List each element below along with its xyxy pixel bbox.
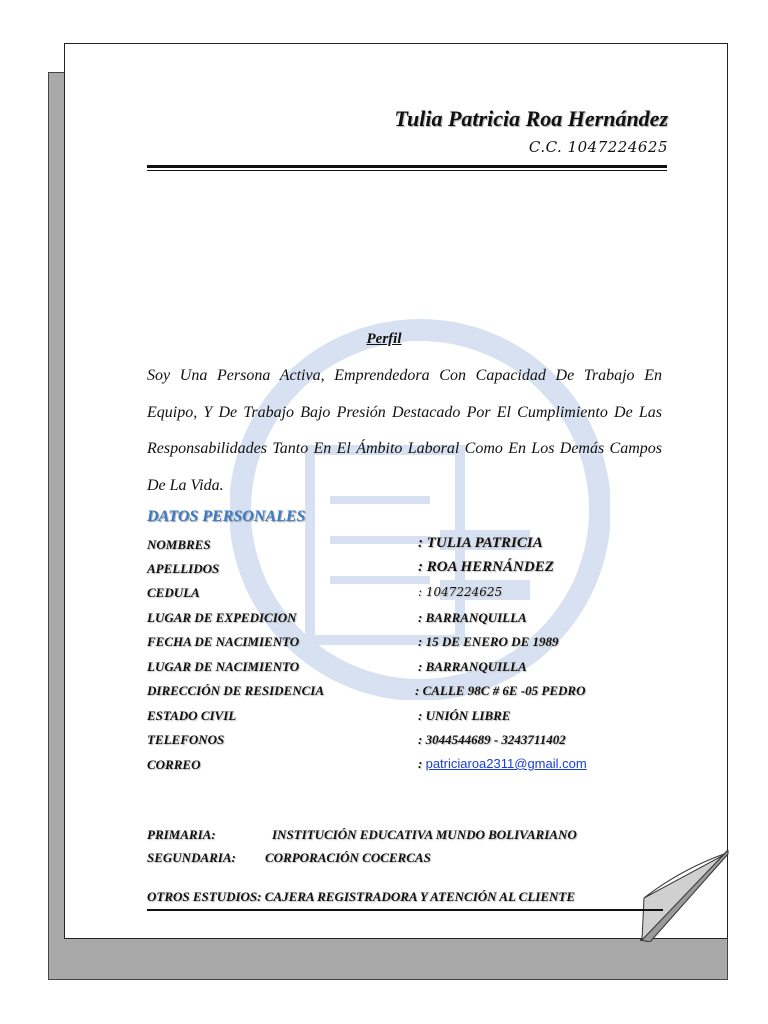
datos-value-estado-civil: : UNIÓN LIBRE xyxy=(418,708,511,723)
datos-label-lugar-nacimiento: LUGAR DE NACIMIENTO xyxy=(147,659,300,674)
header-rule-thick xyxy=(147,165,667,168)
datos-personales-title: DATOS PERSONALES xyxy=(147,508,306,525)
otros-estudios: OTROS ESTUDIOS: CAJERA REGISTRADORA Y ATENCIÓN AL CLIENTE xyxy=(147,889,576,904)
datos-value-apellidos: : ROA HERNÁNDEZ xyxy=(418,559,554,575)
datos-label-expedicion: LUGAR DE EXPEDICION xyxy=(147,610,297,625)
datos-label-correo: CORREO xyxy=(147,757,201,772)
datos-value-fecha-nacimiento: : 15 DE ENERO DE 1989 xyxy=(418,634,559,649)
datos-label-direccion: DIRECCIÓN DE RESIDENCIA xyxy=(147,683,325,698)
datos-label-apellidos: APELLIDOS xyxy=(147,561,220,576)
datos-value-nombres: : TULIA PATRICIA xyxy=(418,535,543,551)
otros-rule xyxy=(147,909,663,911)
email-link[interactable]: patriciaroa2311@gmail.com xyxy=(425,756,587,771)
secundaria-value: CORPORACIÓN COCERCAS xyxy=(265,850,431,865)
secundaria-label: SEGUNDARIA: xyxy=(147,850,236,865)
datos-label-estado-civil: ESTADO CIVIL xyxy=(147,708,237,723)
datos-value-expedicion: : BARRANQUILLA xyxy=(418,610,527,625)
primaria-value: INSTITUCIÓN EDUCATIVA MUNDO BOLIVARIANO xyxy=(272,827,577,842)
datos-value-direccion: : CALLE 98C # 6E -05 PEDRO xyxy=(415,683,586,698)
page-curl-icon xyxy=(640,850,730,942)
datos-label-nombres: NOMBRES xyxy=(147,537,211,552)
perfil-text: Soy Una Persona Activa, Emprendedora Con Capacidad De Trabajo En Equipo, Y De Trabajo Bajo Presión Destacado Por El Cumplimiento De Las Responsabilidades Tanto En El Ámbito Laboral Como En Los Demás Campos De La Vida. xyxy=(147,367,662,494)
datos-label-fecha-nacimiento: FECHA DE NACIMIENTO xyxy=(147,634,300,649)
datos-value-correo xyxy=(418,756,587,772)
datos-value-telefonos: : 3044544689 - 3243711402 xyxy=(418,732,566,747)
datos-value-cedula: : 1047224625 xyxy=(418,585,503,599)
correo-prefix: : xyxy=(418,756,423,771)
datos-label-telefonos: TELEFONOS xyxy=(147,732,225,747)
datos-label-cedula: CEDULA xyxy=(147,585,200,600)
header-rule-thin xyxy=(147,170,667,171)
candidate-name: Tulia Patricia Roa Hernández xyxy=(394,106,668,131)
perfil-title: Perfil xyxy=(366,331,402,347)
candidate-id: C.C. 1047224625 xyxy=(528,138,668,156)
primaria-label: PRIMARIA: xyxy=(147,827,216,842)
datos-value-lugar-nacimiento: : BARRANQUILLA xyxy=(418,659,527,674)
